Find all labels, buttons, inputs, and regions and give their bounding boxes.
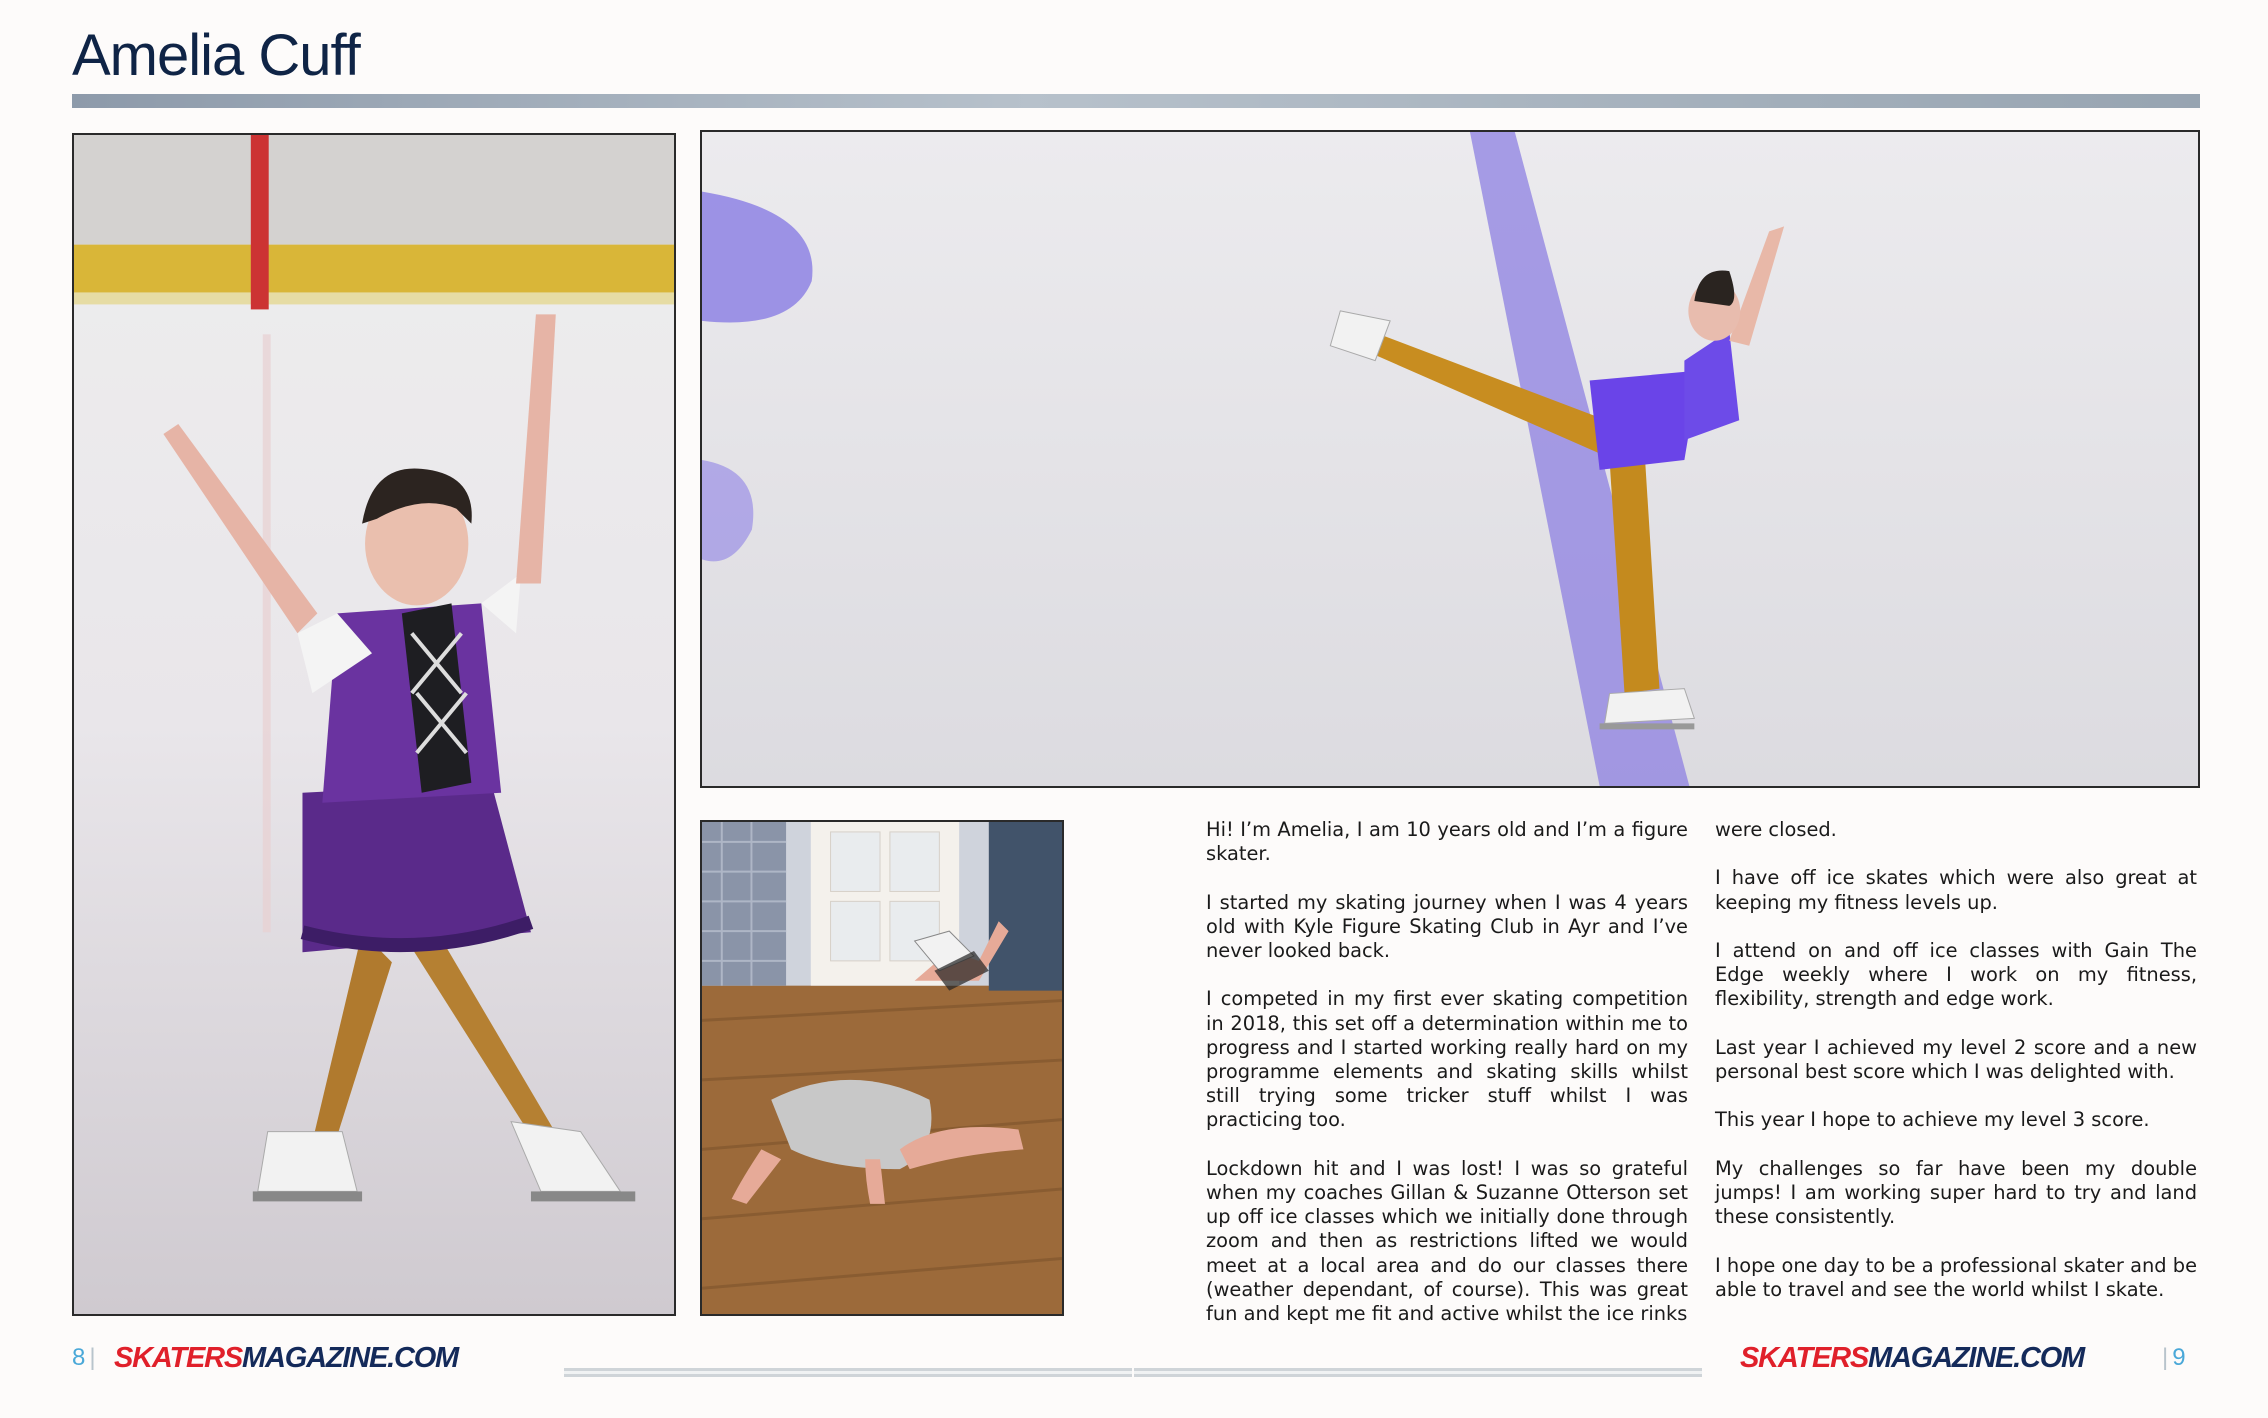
brand-red: SKATERS bbox=[1740, 1342, 1869, 1374]
skater-arabesque-illustration bbox=[702, 132, 2198, 786]
page-number-left bbox=[72, 1344, 100, 1372]
page-number-divider: | bbox=[89, 1344, 96, 1371]
page-number-right bbox=[2158, 1344, 2186, 1372]
brand-link-right[interactable] bbox=[1740, 1342, 2084, 1375]
article-paragraph: Last year I achieved my level 2 score and a new personal best score which I was delighted with. bbox=[1715, 1035, 2197, 1083]
article-paragraph: Hi! I’m Amelia, I am 10 years old and I’m a figure skater. bbox=[1206, 818, 1688, 866]
stretching-photo bbox=[700, 820, 1064, 1316]
figure-skater-photo bbox=[72, 133, 676, 1316]
article-paragraph: My challenges so far have been my double jumps! I am working super hard to try and land these consistently. bbox=[1715, 1156, 2197, 1229]
article-paragraph: I attend on and off ice classes with Gain The Edge weekly where I work on my fitness, flexibility, strength and edge work. bbox=[1715, 938, 2197, 1011]
article-paragraph: I have off ice skates which were also great at keeping my fitness levels up. bbox=[1715, 866, 2197, 914]
article-paragraph: were closed. bbox=[1715, 818, 1837, 841]
article-paragraph: I started my skating journey when I was 4 years old with Kyle Figure Skating Club in Ayr and I’ve never looked back. bbox=[1206, 890, 1688, 962]
page-number-right-value: 9 bbox=[2172, 1344, 2186, 1371]
skater-arabesque-photo bbox=[700, 130, 2200, 788]
brand-link-left[interactable] bbox=[114, 1342, 458, 1375]
brand-navy: MAGAZINE.COM bbox=[1868, 1342, 2085, 1374]
article-column-2 bbox=[1715, 818, 2197, 1326]
footer-rule-left bbox=[564, 1368, 1132, 1377]
footer-rule-right bbox=[1134, 1368, 1702, 1377]
page-title: Amelia Cuff bbox=[72, 23, 360, 88]
page-number-divider: | bbox=[2162, 1344, 2169, 1371]
stretching-illustration bbox=[702, 822, 1062, 1314]
article-paragraph: I competed in my first ever skating competition in 2018, this set off a determination within me to progress and I started working really hard on my programme elements and skating skills whilst still trying some tricker stuff whilst I was practicing too. bbox=[1206, 987, 1688, 1132]
figure-skater-illustration bbox=[74, 135, 674, 1314]
brand-navy: MAGAZINE.COM bbox=[242, 1342, 459, 1374]
article-column-1 bbox=[1206, 818, 1688, 1350]
title-rule bbox=[72, 94, 2200, 108]
article-paragraph: This year I hope to achieve my level 3 score. bbox=[1715, 1108, 2150, 1132]
article-paragraph: Lockdown hit and I was lost! I was so grateful when my coaches Gillan & Suzanne Otterson set up off ice classes which we initially done through zoom and then as restrictions lifted we would meet at a local area and do our classes there (weather dependant, of course). This was great fun and kept me fit and active whilst the ice rinks bbox=[1206, 1156, 1688, 1326]
article-paragraph: I hope one day to be a professional skater and be able to travel and see the world whilst I skate. bbox=[1715, 1253, 2197, 1301]
page-number-left-value: 8 bbox=[72, 1344, 86, 1371]
brand-red: SKATERS bbox=[114, 1342, 243, 1374]
